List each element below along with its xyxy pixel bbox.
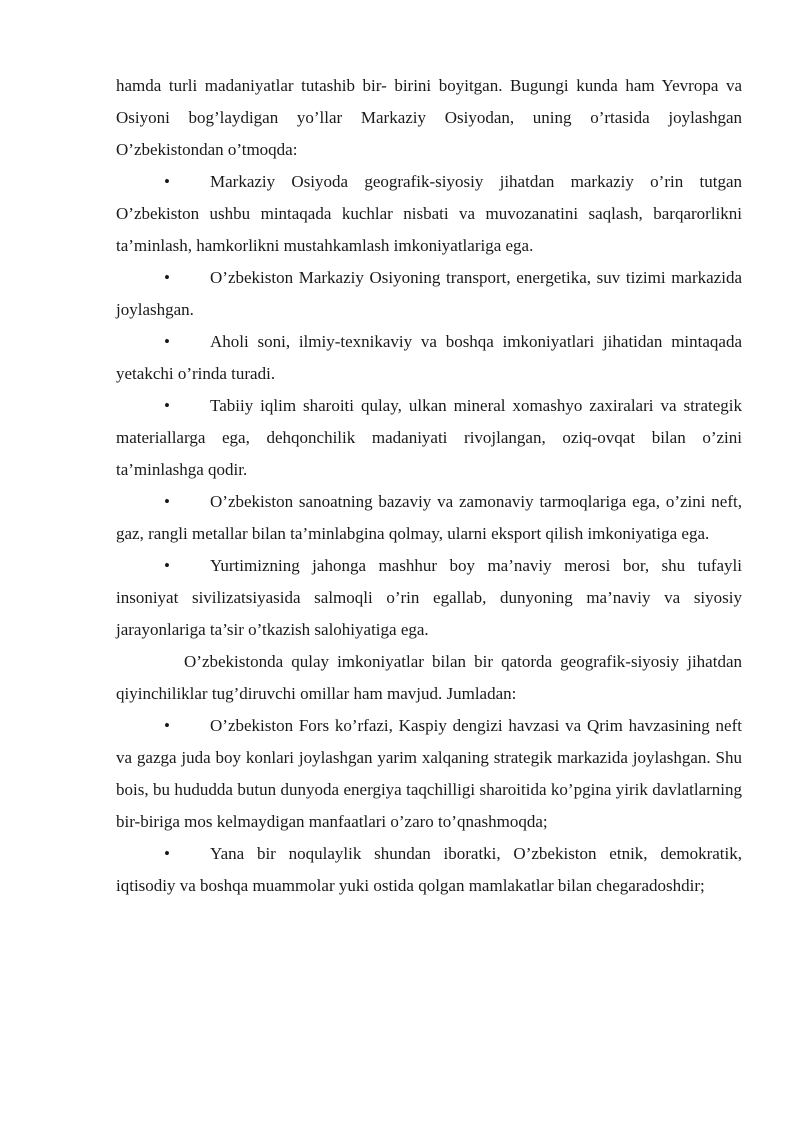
bullet-icon: • <box>164 716 170 735</box>
list-item-text: Yurtimizning jahonga mashhur boy ma’naviy merosi bor, shu tufayli insoniyat sivilizatsiyasida salmoqli o’rin egallab, dunyoning ma’naviy va siyosiy jarayonlariga ta’sir o’tkazish salohiyatiga ega. <box>116 556 742 639</box>
difficulties-paragraph: O’zbekistonda qulay imkoniyatlar bilan bir qatorda geografik-siyosiy jihatdan qiyinchiliklar tug’diruvchi omillar ham mavjud. Jumladan: <box>116 652 742 703</box>
bullet-list-difficulties <box>116 710 742 902</box>
list-item-text: O’zbekiston Fors ko’rfazi, Kaspiy dengizi havzasi va Qrim havzasining neft va gazga juda boy konlari joylashgan yarim xalqaning strategik markazida joylashgan. Shu bois, bu hududda butun dunyoda energiya taqchilligi sharoitida ko’pgina yirik davlatlarning bir-biriga mos kelmaydigan manfaatlari o’zaro to’qnashmoqda; <box>116 716 742 831</box>
list-item <box>116 390 742 486</box>
list-item-text: Tabiiy iqlim sharoiti qulay, ulkan mineral xomashyo zaxiralari va strategik materiallarga ega, dehqonchilik madaniyati rivojlangan, oziq-ovqat bilan o’zini ta’minlashga qodir. <box>116 396 742 479</box>
bullet-icon: • <box>164 172 170 191</box>
list-item-text: O’zbekiston Markaziy Osiyoning transport, energetika, suv tizimi markazida joylashgan. <box>116 268 742 319</box>
bullet-icon: • <box>164 268 170 287</box>
list-item-text: O’zbekiston sanoatning bazaviy va zamonaviy tarmoqlariga ega, o’zini neft, gaz, rangli metallar bilan ta’minlabgina qolmay, ularni eksport qilish imkoniyatiga ega. <box>116 492 742 543</box>
list-item <box>116 550 742 646</box>
list-item-text: Yana bir noqulaylik shundan iboratki, O’zbekiston etnik, demokratik, iqtisodiy va boshqa muammolar yuki ostida qolgan mamlakatlar bilan chegaradoshdir; <box>116 844 742 895</box>
bullet-icon: • <box>164 492 170 511</box>
list-item <box>116 486 742 550</box>
list-item <box>116 262 742 326</box>
list-item-text: Aholi soni, ilmiy-texnikaviy va boshqa imkoniyatlari jihatidan mintaqada yetakchi o’rinda turadi. <box>116 332 742 383</box>
bullet-icon: • <box>164 396 170 415</box>
document-page <box>116 70 742 902</box>
bullet-icon: • <box>164 332 170 351</box>
list-item <box>116 326 742 390</box>
bullet-icon: • <box>164 844 170 863</box>
intro-paragraph: hamda turli madaniyatlar tutashib bir- birini boyitgan. Bugungi kunda ham Yevropa va Osiyoni bog’laydigan yo’llar Markaziy Osiyodan, uning o’rtasida joylashgan O’zbekistondan o’tmoqda: <box>116 76 742 159</box>
list-item <box>116 166 742 262</box>
list-item <box>116 838 742 902</box>
list-item-text: Markaziy Osiyoda geografik-siyosiy jihatdan markaziy o’rin tutgan O’zbekiston ushbu mintaqada kuchlar nisbati va muvozanatini saqlash, barqarorlikni ta’minlash, hamkorlikni mustahkamlash imkoniyatlariga ega. <box>116 172 742 255</box>
list-item <box>116 710 742 838</box>
bullet-icon: • <box>164 556 170 575</box>
bullet-list-advantages <box>116 166 742 646</box>
